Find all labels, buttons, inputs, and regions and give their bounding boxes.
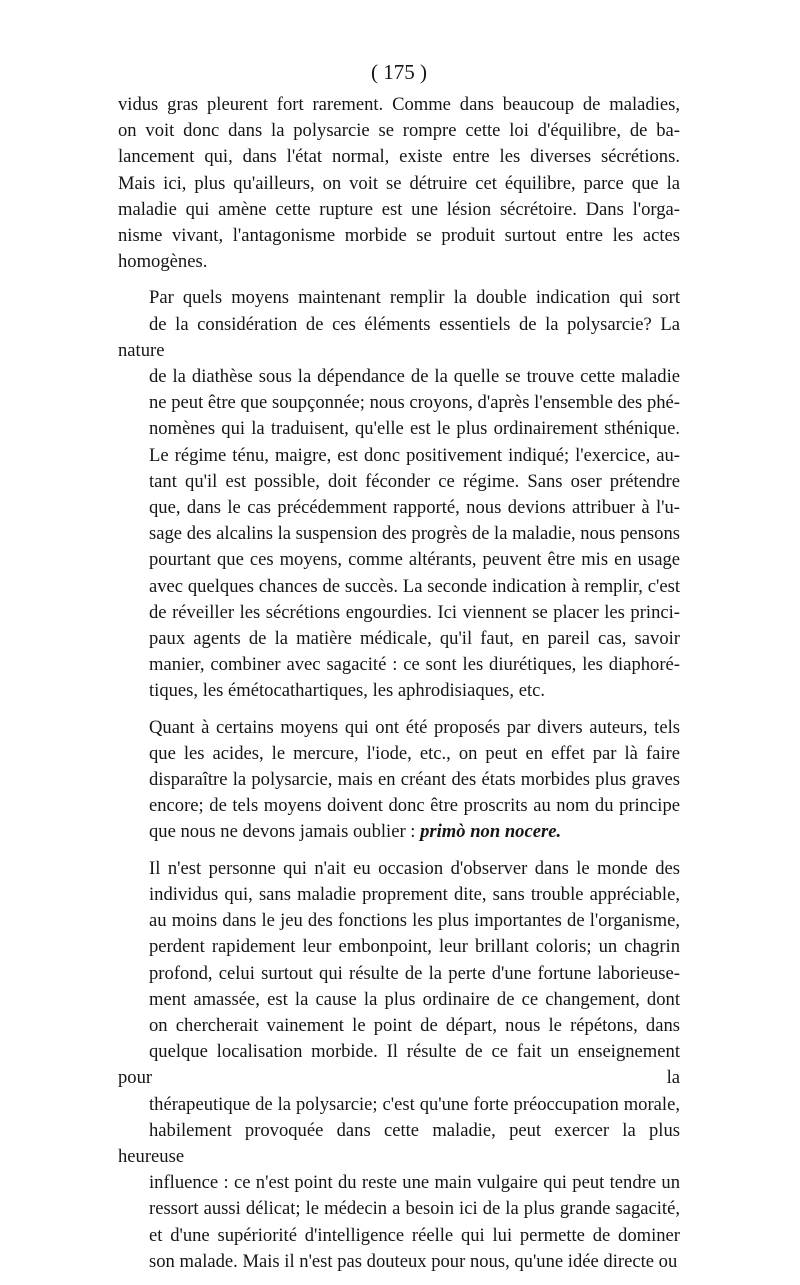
page-number: ( 175 ) (371, 60, 427, 84)
text-line: ressort aussi délicat; le médecin a besoin ici de la plus grande sagacité, (149, 1198, 680, 1220)
text-line: sage des alcalins la suspension des progrès de la maladie, nous pensons (149, 523, 680, 545)
paragraph (118, 285, 680, 704)
text-line: disparaître la polysarcie, mais en créant des états morbides plus graves (149, 769, 680, 791)
text-line: maladie qui amène cette rupture est une lésion sécrétoire. Dans l'orga- (118, 198, 680, 220)
text-line: Quant à certains moyens qui ont été proposés par divers auteurs, tels (149, 716, 680, 738)
text-line: de réveiller les sécrétions engourdies. Ici viennent se placer les princi- (149, 601, 680, 623)
latin-maxim: primò non nocere. (420, 821, 562, 843)
paragraph (118, 856, 680, 1275)
text-line: perdent rapidement leur embonpoint, leur brillant coloris; un chagrin (149, 936, 680, 958)
text-line: nomènes qui la traduisent, qu'elle est le plus ordinairement sthénique. (149, 418, 680, 440)
text-line: on voit donc dans la polysarcie se rompre cette loi d'équilibre, de ba- (118, 120, 680, 142)
text-line: Mais ici, plus qu'ailleurs, on voit se détruire cet équilibre, parce que la (118, 172, 680, 194)
text-line: de la considération de ces éléments essentiels de la polysarcie? La nature (118, 313, 680, 361)
text-line: paux agents de la matière médicale, qu'il faut, en pareil cas, savoir (149, 628, 680, 650)
document-page (118, 58, 680, 1285)
text-line: influence : ce n'est point du reste une main vulgaire qui peut tendre un (149, 1172, 680, 1194)
text-line: au moins dans le jeu des fonctions les plus importantes de l'organisme, (149, 910, 680, 932)
paragraph (118, 715, 680, 846)
text-line: manier, combiner avec sagacité : ce sont les diurétiques, les diaphoré- (149, 654, 680, 676)
text-line: pourtant que ces moyens, comme altérants, peuvent être mis en usage (149, 549, 680, 571)
text-line: lancement qui, dans l'état normal, existe entre les diverses sécrétions. (118, 146, 680, 168)
text-line: que, dans le cas précédemment rapporté, nous devions attribuer à l'u- (149, 497, 680, 519)
text-line: Par quels moyens maintenant remplir la double indication qui sort (149, 287, 680, 309)
text-line: on chercherait vainement le point de départ, nous le répétons, dans (149, 1014, 680, 1036)
body-text (118, 92, 680, 1275)
text-line: tiques, les émétocathartiques, les aphrodisiaques, etc. (149, 680, 546, 702)
text-line: avec quelques chances de succès. La seconde indication à remplir, c'est (149, 575, 680, 597)
text-line: Le régime ténu, maigre, est donc positivement indiqué; l'exercice, au- (149, 444, 680, 466)
text-line: que les acides, le mercure, l'iode, etc., on peut en effet par là faire (149, 742, 680, 764)
text-line: et d'une supériorité d'intelligence réelle qui lui permette de dominer (149, 1224, 680, 1246)
text-line: thérapeutique de la polysarcie; c'est qu'une forte préoccupation morale, (149, 1093, 680, 1115)
text-line: ne peut être que soupçonnée; nous croyons, d'après l'ensemble des phé- (149, 392, 680, 414)
text-line: nisme vivant, l'antagonisme morbide se produit surtout entre les actes (118, 225, 680, 247)
text-line: homogènes. (118, 251, 208, 273)
text-line: que nous ne devons jamais oublier : primò non nocere. (149, 821, 562, 843)
text-line: individus qui, sans maladie proprement dite, sans trouble appréciable, (149, 883, 680, 905)
text-line: encore; de tels moyens doivent donc être proscrits au nom du principe (149, 795, 680, 817)
paragraph (118, 92, 680, 275)
text-line: habilement provoquée dans cette maladie, peut exercer la plus heureuse (118, 1119, 680, 1167)
text-line: Il n'est personne qui n'ait eu occasion d'observer dans le monde des (149, 857, 680, 879)
text-line: son malade. Mais il n'est pas douteux pour nous, qu'une idée directe ou (149, 1250, 678, 1272)
text-line: tant qu'il est possible, doit féconder ce régime. Sans oser prétendre (149, 470, 680, 492)
text-line: quelque localisation morbide. Il résulte de ce fait un enseignement pour la (118, 1041, 680, 1089)
text-line: de la diathèse sous la dépendance de la quelle se trouve cette maladie (149, 366, 680, 388)
text-line: vidus gras pleurent fort rarement. Comme dans beaucoup de maladies, (118, 94, 680, 115)
text-line: ment amassée, est la cause la plus ordinaire de ce changement, dont (149, 988, 680, 1010)
text-line: profond, celui surtout qui résulte de la perte d'une fortune laborieuse- (149, 962, 680, 984)
